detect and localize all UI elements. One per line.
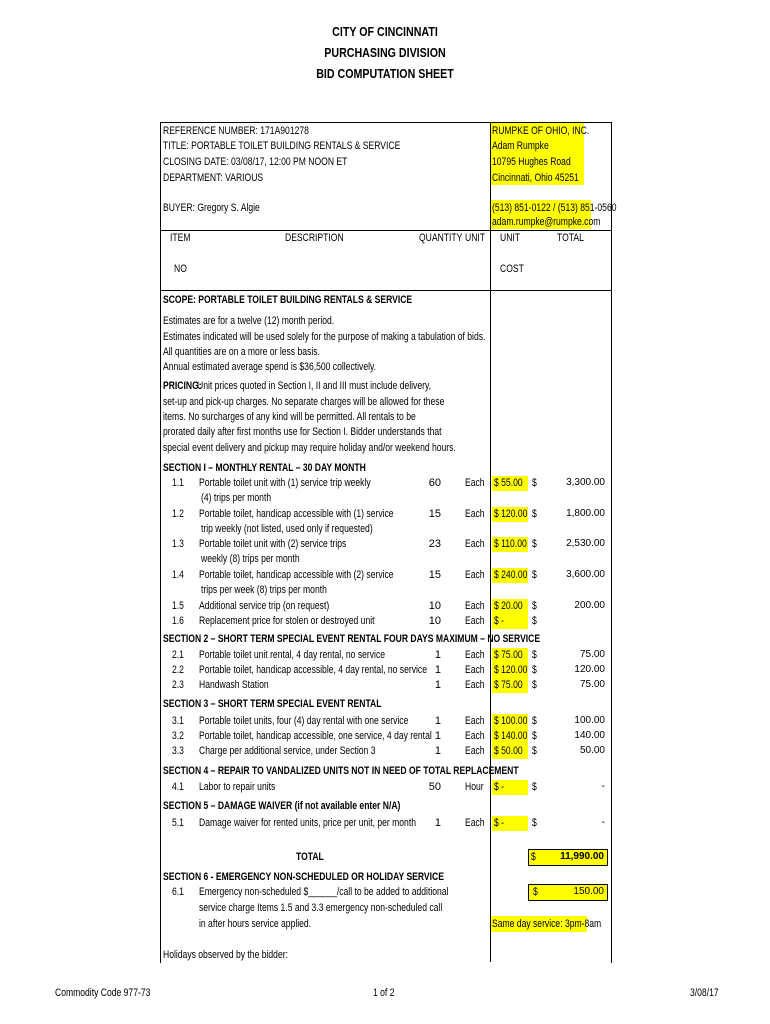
item-description: Portable toilet unit rental, 4 day rental, no service bbox=[199, 649, 386, 661]
item-total-dollar: $ bbox=[532, 569, 537, 581]
footer-commodity-code: Commodity Code 977-73 bbox=[55, 987, 151, 999]
item-unit: Each bbox=[465, 508, 485, 520]
buyer: BUYER: Gregory S. Algie bbox=[163, 202, 260, 214]
item-unit: Each bbox=[465, 477, 485, 489]
item-unit-cost: $ 75.00 bbox=[494, 649, 523, 661]
doc-title-sheet: BID COMPUTATION SHEET bbox=[316, 66, 454, 81]
item-description: Charge per additional service, under Section 3 bbox=[199, 745, 376, 757]
item-quantity: 1 bbox=[434, 715, 441, 727]
section-title: SECTION I – MONTHLY RENTAL – 30 DAY MONTH bbox=[163, 462, 366, 474]
item-quantity: 60 bbox=[428, 477, 441, 489]
item-quantity: 10 bbox=[428, 600, 441, 612]
item-unit: Each bbox=[465, 679, 485, 691]
item-unit: Each bbox=[465, 569, 485, 581]
item-number: 3.1 bbox=[172, 715, 184, 727]
section6-desc-3: in after hours service applied. bbox=[199, 918, 312, 930]
vendor-phone: (513) 851-0122 / (513) 851-0560 bbox=[492, 202, 617, 214]
section6-desc-2: service charge Items 1.5 and 3.3 emergency non-scheduled call bbox=[199, 902, 443, 914]
section6-title: SECTION 6 - EMERGENCY NON-SCHEDULED OR HOLIDAY SERVICE bbox=[163, 871, 444, 883]
item-description: Portable toilet, handicap accessible with (2) service bbox=[199, 569, 394, 581]
total-dollar: $ bbox=[531, 851, 536, 863]
item-total: 120.00 bbox=[574, 664, 605, 675]
item-unit: Each bbox=[465, 817, 485, 829]
item-unit-cost: $ 120.00 bbox=[494, 508, 528, 520]
scope-title: SCOPE: PORTABLE TOILET BUILDING RENTALS & SERVICE bbox=[163, 294, 413, 306]
header-bottom-rule bbox=[160, 290, 611, 291]
item-total-dollar: $ bbox=[532, 781, 537, 793]
item-unit-cost: $ 100.00 bbox=[494, 715, 528, 727]
item-total: 75.00 bbox=[579, 679, 605, 690]
item-total-dollar: $ bbox=[532, 538, 537, 550]
item-number: 1.2 bbox=[172, 508, 184, 520]
scope-line: All quantities are on a more or less basis. bbox=[163, 346, 320, 358]
item-description: Portable toilet units, four (4) day rental with one service bbox=[199, 715, 409, 727]
item-unit-cost: $ 140.00 bbox=[494, 730, 528, 742]
item-total: 50.00 bbox=[579, 745, 605, 756]
item-quantity: 15 bbox=[428, 569, 441, 581]
item-unit: Hour bbox=[465, 781, 484, 793]
item-total: 3,600.00 bbox=[566, 569, 605, 580]
pricing-line: special event delivery and pickup may require holiday and/or weekend hours. bbox=[163, 442, 456, 454]
item-number: 2.1 bbox=[172, 649, 184, 661]
scope-line: Estimates indicated will be used solely for the purpose of making a tabulation of bids. bbox=[163, 331, 486, 343]
reference-number: REFERENCE NUMBER: 171A901278 bbox=[163, 125, 309, 137]
item-unit-cost: $ - bbox=[494, 781, 505, 793]
item-description: Portable toilet unit with (1) service trip weekly bbox=[199, 477, 371, 489]
item-unit: Each bbox=[465, 730, 485, 742]
emergency-dollar: $ bbox=[533, 886, 538, 898]
item-description: trip weekly (not listed, used only if requested) bbox=[201, 523, 373, 535]
scope-line: Estimates are for a twelve (12) month period. bbox=[163, 315, 335, 327]
pricing-line: items. No surcharges of any kind will be permitted. All rentals to be bbox=[163, 411, 416, 423]
item-total-dollar: $ bbox=[532, 715, 537, 727]
item-total: - bbox=[601, 781, 605, 792]
doc-title-division: PURCHASING DIVISION bbox=[324, 45, 446, 60]
item-unit-cost: $ 240.00 bbox=[494, 569, 528, 581]
col-item-no: NO bbox=[174, 263, 187, 275]
item-description: Damage waiver for rented units, price per unit, per month bbox=[199, 817, 416, 829]
same-day-note: Same day service: 3pm-8am bbox=[492, 918, 602, 930]
item-unit-cost: $ - bbox=[494, 615, 505, 627]
item-total-dollar: $ bbox=[532, 600, 537, 612]
item-total: 200.00 bbox=[574, 600, 605, 611]
item-quantity: 10 bbox=[428, 615, 441, 627]
item-description: weekly (8) trips per month bbox=[201, 553, 300, 565]
item-total-dollar: $ bbox=[532, 817, 537, 829]
total-value: 11,990.00 bbox=[560, 851, 604, 862]
pricing-label: PRICING: bbox=[163, 380, 202, 392]
col-description: DESCRIPTION bbox=[285, 232, 344, 244]
item-description: Additional service trip (on request) bbox=[199, 600, 330, 612]
item-quantity: 1 bbox=[434, 649, 441, 661]
section-title: SECTION 3 – SHORT TERM SPECIAL EVENT RENTAL bbox=[163, 698, 382, 710]
item-quantity: 50 bbox=[428, 781, 441, 793]
vendor-city: Cincinnati, Ohio 45251 bbox=[492, 172, 579, 184]
item-quantity: 15 bbox=[428, 508, 441, 520]
bid-title: TITLE: PORTABLE TOILET BUILDING RENTALS & SERVICE bbox=[163, 140, 401, 152]
item-description: Portable toilet, handicap accessible, one service, 4 day rental bbox=[199, 730, 432, 742]
item-quantity: 23 bbox=[428, 538, 441, 550]
vendor-contact: Adam Rumpke bbox=[492, 140, 549, 152]
item-number: 1.1 bbox=[172, 477, 184, 489]
item-quantity: 1 bbox=[434, 745, 441, 757]
item-total-dollar: $ bbox=[532, 679, 537, 691]
col-total: TOTAL bbox=[557, 232, 584, 244]
scope-line: Annual estimated average spend is $36,500 collectively. bbox=[163, 361, 377, 373]
item-unit: Each bbox=[465, 664, 485, 676]
item-description: Portable toilet, handicap accessible, 4 day rental, no service bbox=[199, 664, 427, 676]
vendor-street: 10795 Hughes Road bbox=[492, 156, 571, 168]
item-number: 5.1 bbox=[172, 817, 184, 829]
item-number: 3.3 bbox=[172, 745, 184, 757]
item-total: 75.00 bbox=[579, 649, 605, 660]
item-quantity: 1 bbox=[434, 817, 441, 829]
item-unit: Each bbox=[465, 745, 485, 757]
item-quantity: 1 bbox=[434, 730, 441, 742]
item-total-dollar: $ bbox=[532, 508, 537, 520]
department: DEPARTMENT: VARIOUS bbox=[163, 172, 264, 184]
holidays-label: Holidays observed by the bidder: bbox=[163, 949, 288, 961]
item-number: 1.5 bbox=[172, 600, 184, 612]
col-unit: UNIT bbox=[465, 232, 486, 244]
item-description: Portable toilet unit with (2) service trips bbox=[199, 538, 347, 550]
vendor-email: adam.rumpke@rumpke.com bbox=[492, 216, 601, 228]
pricing-line: prorated daily after first months use for Section I. Bidder understands that bbox=[163, 426, 442, 438]
item-description: (4) trips per month bbox=[201, 492, 272, 504]
item-total: 100.00 bbox=[574, 715, 605, 726]
item-description: Handwash Station bbox=[199, 679, 269, 691]
section-title: SECTION 4 – REPAIR TO VANDALIZED UNITS NOT IN NEED OF TOTAL REPLACEMENT bbox=[163, 765, 519, 777]
item-unit: Each bbox=[465, 715, 485, 727]
pricing-line: set-up and pick-up charges. No separate charges will be allowed for these bbox=[163, 396, 445, 408]
item-unit-cost: $ 75.00 bbox=[494, 679, 523, 691]
section-title: SECTION 2 – SHORT TERM SPECIAL EVENT RENTAL FOUR DAYS MAXIMUM – NO SERVICE bbox=[163, 633, 541, 645]
item-total-dollar: $ bbox=[532, 745, 537, 757]
emergency-value: 150.00 bbox=[573, 886, 604, 897]
item-description: Portable toilet, handicap accessible with (1) service bbox=[199, 508, 394, 520]
section-title: SECTION 5 – DAMAGE WAIVER (if not available enter N/A) bbox=[163, 800, 401, 812]
col-unit-cost: UNIT bbox=[500, 232, 521, 244]
item-unit-cost: $ - bbox=[494, 817, 505, 829]
item-total-dollar: $ bbox=[532, 477, 537, 489]
item-description: trips per week (8) trips per month bbox=[201, 584, 327, 596]
item-unit-cost: $ 50.00 bbox=[494, 745, 523, 757]
item-total-dollar: $ bbox=[532, 664, 537, 676]
item-number: 1.3 bbox=[172, 538, 184, 550]
item-total-dollar: $ bbox=[532, 730, 537, 742]
item-unit-cost: $ 120.00 bbox=[494, 664, 528, 676]
item-quantity: 1 bbox=[434, 679, 441, 691]
col-item: ITEM bbox=[170, 232, 191, 244]
footer-page-number: 1 of 2 bbox=[373, 987, 395, 999]
item-number: 3.2 bbox=[172, 730, 184, 742]
item-number: 2.2 bbox=[172, 664, 184, 676]
item-unit: Each bbox=[465, 615, 485, 627]
item-unit-cost: $ 110.00 bbox=[494, 538, 527, 550]
item-unit: Each bbox=[465, 600, 485, 612]
item-total: 3,300.00 bbox=[566, 477, 605, 488]
item-number: 1.6 bbox=[172, 615, 184, 627]
item-unit-cost: $ 20.00 bbox=[494, 600, 523, 612]
pricing-line: Unit prices quoted in Section I, II and III must include delivery, bbox=[197, 380, 432, 392]
vendor-name: RUMPKE OF OHIO, INC. bbox=[492, 125, 590, 137]
item-description: Labor to repair units bbox=[199, 781, 276, 793]
closing-date: CLOSING DATE: 03/08/17, 12:00 PM NOON ET bbox=[163, 156, 348, 168]
item-description: Replacement price for stolen or destroyed unit bbox=[199, 615, 375, 627]
col-cost: COST bbox=[500, 263, 524, 275]
section6-item-no: 6.1 bbox=[172, 886, 184, 898]
header-top-rule bbox=[160, 230, 611, 231]
section6-desc-1: Emergency non-scheduled $______/call to be added to additional bbox=[199, 886, 449, 898]
doc-title-city: CITY OF CINCINNATI bbox=[332, 24, 438, 39]
item-unit: Each bbox=[465, 538, 485, 550]
item-total: 2,530.00 bbox=[566, 538, 605, 549]
total-label: TOTAL bbox=[296, 851, 324, 863]
item-total-dollar: $ bbox=[532, 615, 537, 627]
item-total: 140.00 bbox=[574, 730, 605, 741]
vendor-column-divider bbox=[490, 122, 491, 962]
item-unit-cost: $ 55.00 bbox=[494, 477, 523, 489]
item-total: - bbox=[601, 817, 605, 828]
item-number: 1.4 bbox=[172, 569, 184, 581]
footer-date: 3/08/17 bbox=[690, 987, 719, 999]
item-number: 2.3 bbox=[172, 679, 184, 691]
item-total-dollar: $ bbox=[532, 649, 537, 661]
item-unit: Each bbox=[465, 649, 485, 661]
item-quantity: 1 bbox=[434, 664, 441, 676]
col-quantity: QUANTITY bbox=[419, 232, 463, 244]
item-total: 1,800.00 bbox=[566, 508, 605, 519]
item-number: 4.1 bbox=[172, 781, 184, 793]
